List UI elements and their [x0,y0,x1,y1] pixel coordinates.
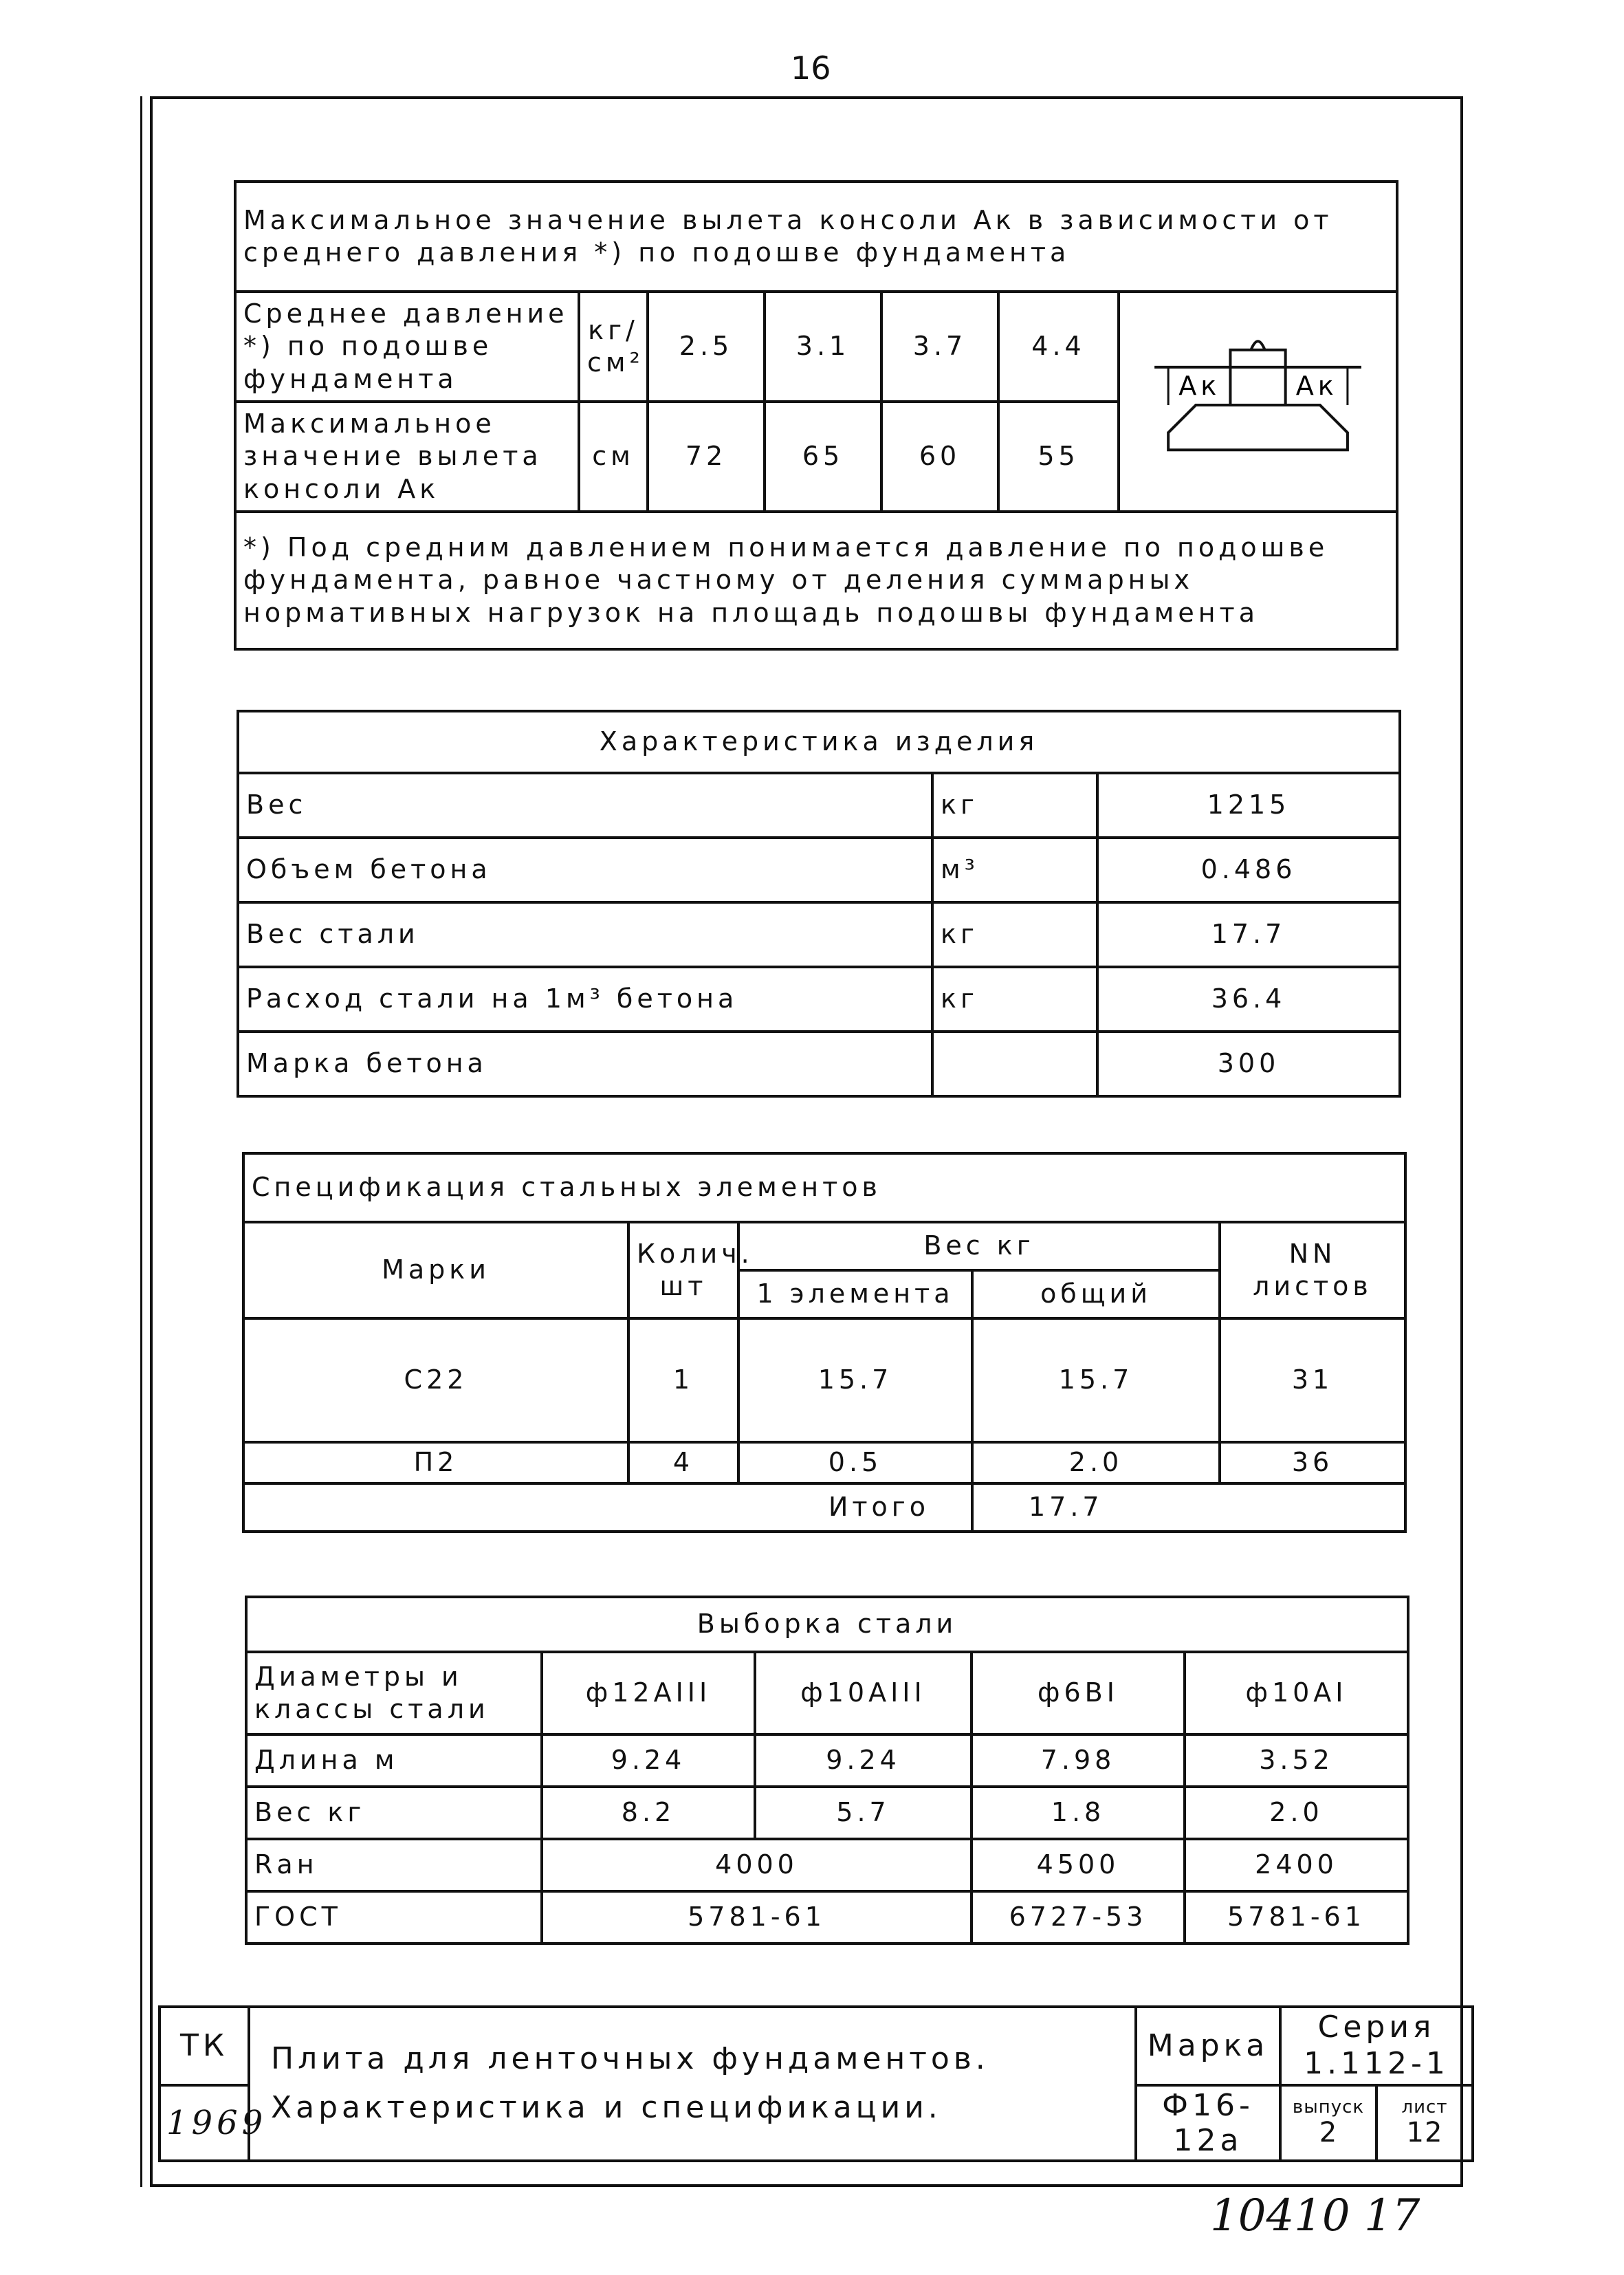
t2-row-value: 36.4 [1097,967,1400,1032]
t3-row-sheet: 31 [1220,1318,1405,1442]
t2-row-value: 300 [1097,1032,1400,1096]
t2-row-value: 17.7 [1097,902,1400,967]
tb-marka: Ф16-12а [1136,2085,1280,2161]
t3-row-qty: 1 [628,1318,738,1442]
t1-row2-v4: 55 [998,402,1119,512]
t1-title: Максимальное значение вылета консоли Ак в зависимости от среднего давления *) по подошве фундамента [235,182,1397,292]
binding-line [140,96,142,2187]
t3-row-total: 15.7 [972,1318,1220,1442]
t3-row-total: 2.0 [972,1442,1220,1483]
t2-row-unit [932,1032,1097,1096]
t2-row-unit: кг [932,902,1097,967]
t4-gost-2: 6727-53 [972,1891,1185,1944]
tb-title-line1: Плита для ленточных фундаментов. [271,2041,989,2077]
t1-row1-v3: 3.7 [881,292,998,402]
t4-weight-3: 1.8 [972,1787,1185,1839]
t4-ra-1: 4000 [542,1839,972,1891]
t2-title: Характеристика изделия [238,711,1400,773]
t1-row2-v2: 65 [765,402,881,512]
tb-series: 1.112-1 [1304,2045,1449,2081]
t3-total-label: Итого [243,1483,972,1532]
tb-marka-label: Марка [1136,2007,1280,2085]
t2-row-name: Вес стали [238,902,932,967]
t2-row-name: Вес [238,773,932,838]
t2-row-unit: м³ [932,838,1097,902]
t2-row-unit: кг [932,773,1097,838]
tb-year: 1969 [160,2085,249,2161]
t4-length-label: Длина м [246,1734,542,1787]
t4-weight-4: 2.0 [1185,1787,1408,1839]
tb-sheet: 12 [1406,2116,1443,2148]
tb-issue: 2 [1319,2116,1338,2148]
table-console-overhang [234,180,1398,651]
t4-ra-3: 2400 [1185,1839,1408,1891]
t4-gost-3: 5781-61 [1185,1891,1408,1944]
t3-row-mark: П2 [243,1442,628,1483]
t2-row-name: Объем бетона [238,838,932,902]
foundation-sketch [1119,292,1397,512]
t2-row-name: Расход стали на 1м³ бетона [238,967,932,1032]
t3-row-qty: 4 [628,1442,738,1483]
t4-ra-label: Rан [246,1839,542,1891]
t1-row2-label: Максимальное значение вылета консоли Ак [235,402,579,512]
t4-col-2: ф10АIII [755,1652,972,1734]
t2-row-name: Марка бетона [238,1032,932,1096]
table-product-characteristics [237,710,1401,1098]
t1-row2-v3: 60 [881,402,998,512]
t3-row-per: 0.5 [738,1442,972,1483]
t1-row1-label: Среднее давление *) по подошве фундамента [235,292,579,402]
t1-row2-v1: 72 [648,402,765,512]
t3-header-marks: Марки [243,1222,628,1318]
t1-row1-v2: 3.1 [765,292,881,402]
t4-gost-1: 5781-61 [542,1891,972,1944]
t3-row-per: 15.7 [738,1318,972,1442]
t4-weight-2: 5.7 [755,1787,972,1839]
tb-sheet-label: лист [1401,2097,1448,2118]
t4-title: Выборка стали [246,1597,1408,1652]
t3-header-sheets: NN листов [1220,1222,1405,1318]
title-block [158,2005,1474,2162]
t3-row-sheet: 36 [1220,1442,1405,1483]
t4-gost-label: ГОСТ [246,1891,542,1944]
t2-row-unit: кг [932,967,1097,1032]
t1-row1-v4: 4.4 [998,292,1119,402]
sketch-label-right: Ак [1295,370,1338,401]
t4-weight-label: Вес кг [246,1787,542,1839]
t4-col-1: ф12АIII [542,1652,755,1734]
t4-col-4: ф10АI [1185,1652,1408,1734]
t3-title: Спецификация стальных элементов [243,1153,1405,1222]
tb-title-line2: Характеристика и спецификации. [271,2089,942,2125]
handwritten-footer-number: 10410 17 [1210,2190,1420,2241]
t1-row1-v1: 2.5 [648,292,765,402]
t1-row2-unit: см [579,402,648,512]
t4-col-3: ф6ВI [972,1652,1185,1734]
t2-row-value: 1215 [1097,773,1400,838]
tb-tk: ТК [160,2007,249,2085]
t4-length-2: 9.24 [755,1734,972,1787]
t3-header-qty: Колич. шт [628,1222,738,1318]
t4-weight-1: 8.2 [542,1787,755,1839]
t4-length-4: 3.52 [1185,1734,1408,1787]
tb-series-label: Серия [1317,2010,1436,2045]
table-steel-specification [242,1152,1407,1533]
t3-row-mark: С22 [243,1318,628,1442]
t3-header-weight: Вес кг [738,1222,1220,1270]
t3-header-total: общий [972,1270,1220,1318]
table-steel-selection [245,1596,1409,1945]
t3-header-per-element: 1 элемента [738,1270,972,1318]
t2-row-value: 0.486 [1097,838,1400,902]
tb-issue-label: выпуск [1292,2097,1365,2118]
t4-header-label: Диаметры и классы стали [246,1652,542,1734]
t4-length-1: 9.24 [542,1734,755,1787]
t1-row1-unit: кг/см² [579,292,648,402]
sketch-label-left: Ак [1178,370,1221,401]
t4-ra-2: 4500 [972,1839,1185,1891]
page-number: 16 [791,50,831,87]
t1-footnote: *) Под средним давлением понимается давление по подошве фундамента, равное частному от деления суммарных нормативных нагрузок на площадь подошвы фундамента [235,512,1397,649]
foundation-profile-drawing [1127,312,1389,491]
t3-total-value: 17.7 [972,1483,1405,1532]
t4-length-3: 7.98 [972,1734,1185,1787]
